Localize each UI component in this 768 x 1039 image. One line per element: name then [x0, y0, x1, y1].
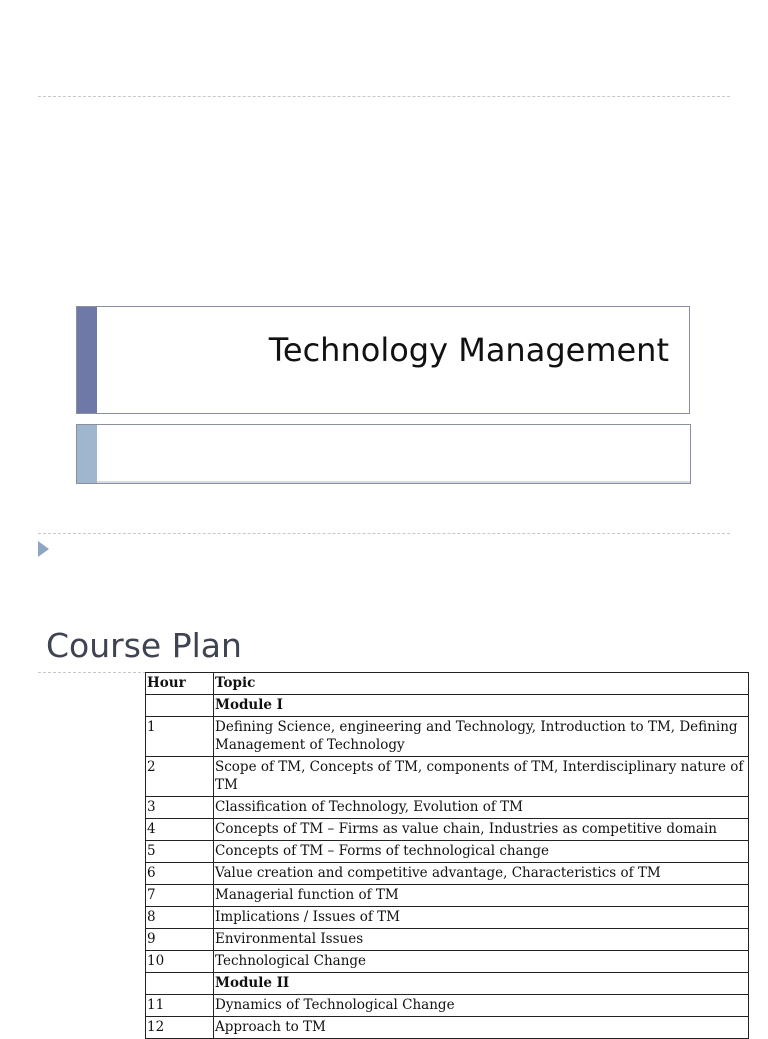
subtitle-box [76, 424, 691, 484]
hour-cell: 3 [146, 797, 214, 819]
topic-cell: Classification of Technology, Evolution of TM [214, 797, 749, 819]
topic-cell: Dynamics of Technological Change [214, 995, 749, 1017]
header-topic: Topic [214, 673, 749, 695]
header-hour: Hour [146, 673, 214, 695]
slide-divider-top [38, 96, 730, 97]
module-row [146, 973, 749, 995]
hour-cell: 9 [146, 929, 214, 951]
table-row [146, 819, 749, 841]
hour-cell: 5 [146, 841, 214, 863]
table-row [146, 717, 749, 757]
subtitle-accent-bar [77, 425, 97, 483]
hour-cell: 6 [146, 863, 214, 885]
hour-cell: 1 [146, 717, 214, 757]
course-plan-title: Course Plan [46, 626, 242, 665]
hour-cell: 11 [146, 995, 214, 1017]
slide-title: Technology Management [268, 331, 669, 369]
module-cell: Module I [214, 695, 749, 717]
topic-cell: Concepts of TM – Forms of technological change [214, 841, 749, 863]
topic-cell: Defining Science, engineering and Technology, Introduction to TM, Defining Management of Technology [214, 717, 749, 757]
module-cell: Module II [214, 973, 749, 995]
topic-cell: Value creation and competitive advantage, Characteristics of TM [214, 863, 749, 885]
title-box [76, 306, 690, 414]
hour-cell: 2 [146, 757, 214, 797]
topic-cell: Environmental Issues [214, 929, 749, 951]
table-row [146, 885, 749, 907]
table-header-row [146, 673, 749, 695]
hour-cell: 10 [146, 951, 214, 973]
table-row [146, 1017, 749, 1039]
table-row [146, 995, 749, 1017]
topic-cell: Approach to TM [214, 1017, 749, 1039]
table-row [146, 863, 749, 885]
hour-cell [146, 695, 214, 717]
hour-cell: 7 [146, 885, 214, 907]
slide-divider-middle [38, 533, 730, 534]
hour-cell [146, 973, 214, 995]
hour-cell: 12 [146, 1017, 214, 1039]
table-row [146, 757, 749, 797]
topic-cell: Concepts of TM – Firms as value chain, Industries as competitive domain [214, 819, 749, 841]
slide-divider-bottom [38, 672, 146, 673]
table-row [146, 907, 749, 929]
topic-cell: Managerial function of TM [214, 885, 749, 907]
topic-cell: Scope of TM, Concepts of TM, components of TM, Interdisciplinary nature of TM [214, 757, 749, 797]
module-row [146, 695, 749, 717]
table-row [146, 841, 749, 863]
course-plan-table [145, 672, 749, 1039]
title-accent-bar [77, 307, 97, 413]
table-row [146, 929, 749, 951]
topic-cell: Implications / Issues of TM [214, 907, 749, 929]
topic-cell: Technological Change [214, 951, 749, 973]
hour-cell: 8 [146, 907, 214, 929]
table-row [146, 797, 749, 819]
hour-cell: 4 [146, 819, 214, 841]
table-row [146, 951, 749, 973]
play-icon [38, 541, 49, 557]
